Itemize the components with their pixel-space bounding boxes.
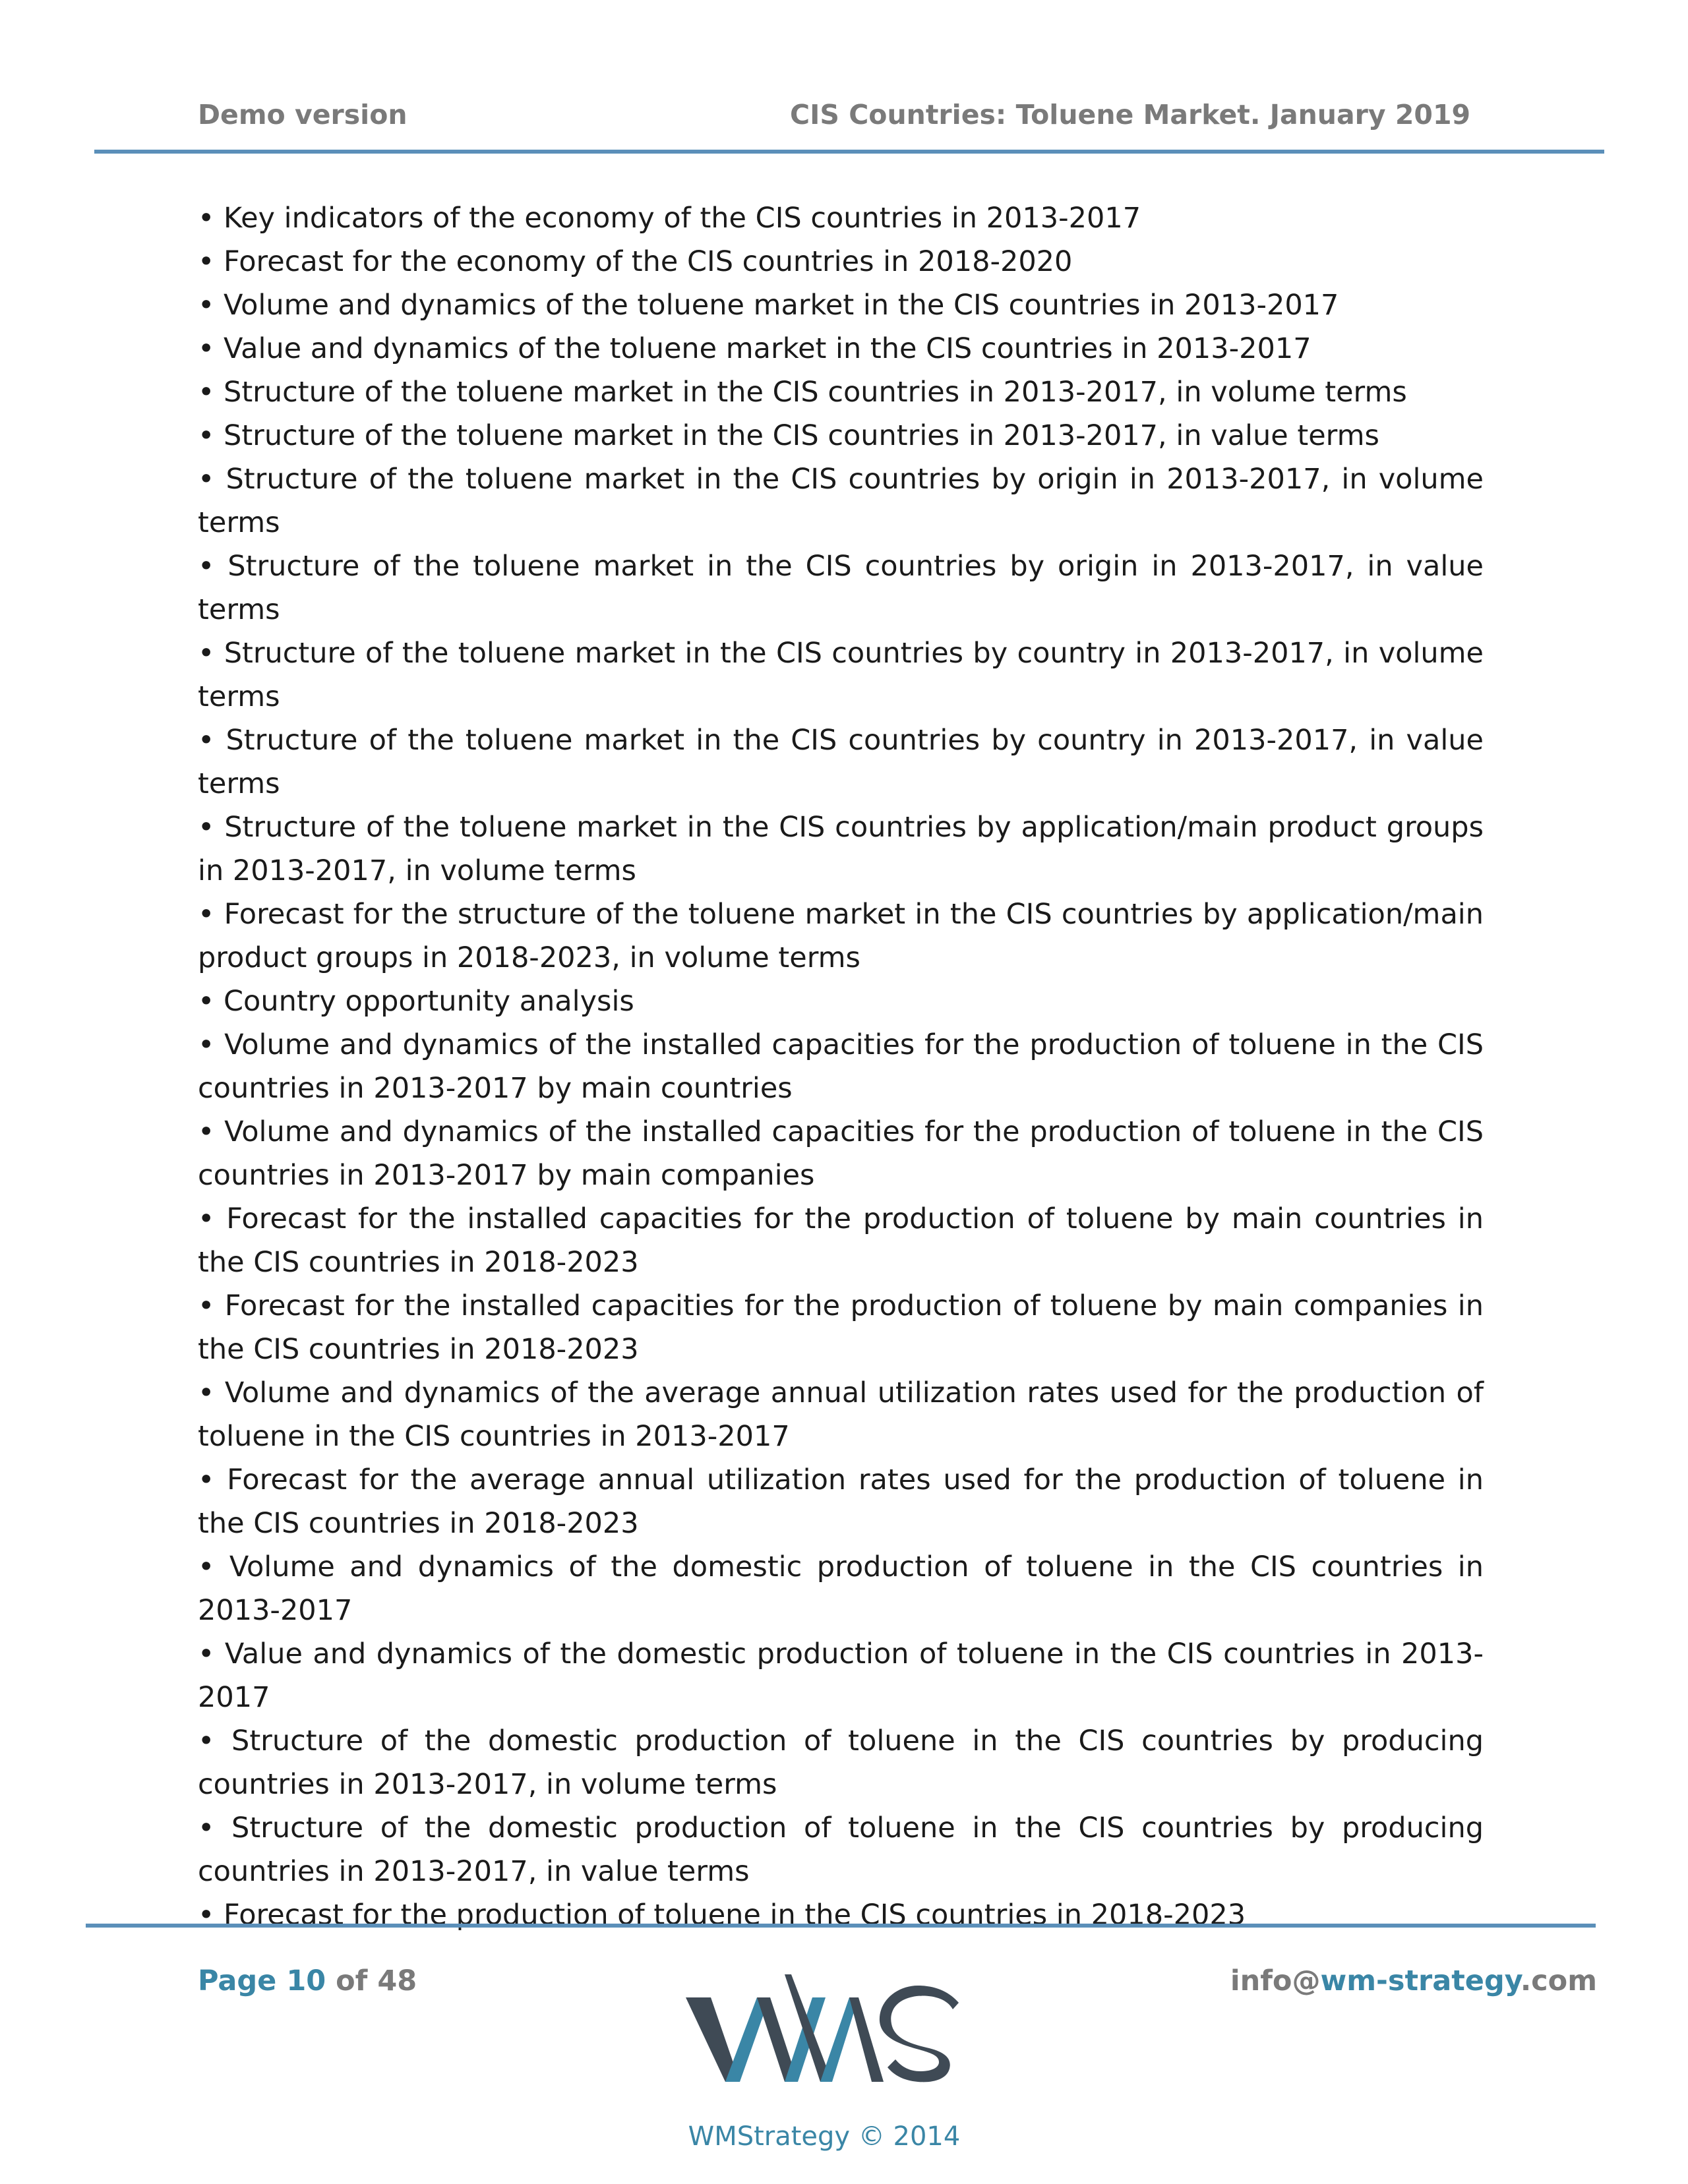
list-item: • Structure of the toluene market in the CIS countries by origin in 2013-2017, in value terms	[198, 550, 1484, 626]
report-title: CIS Countries: Toluene Market. January 2019	[790, 99, 1470, 131]
email-tld: .com	[1520, 1964, 1597, 1997]
list-item: • Structure of the toluene market in the CIS countries by country in 2013-2017, in volume terms	[198, 637, 1484, 713]
of-word: of	[336, 1964, 368, 1997]
list-item: • Forecast for the average annual utilization rates used for the production of toluene in the CIS countries in 2018-2023	[198, 1463, 1484, 1540]
list-item: • Structure of the toluene market in the CIS countries by country in 2013-2017, in value terms	[198, 724, 1484, 800]
page-total: 48	[377, 1964, 417, 1997]
list-item: • Structure of the toluene market in the CIS countries in 2013-2017, in value terms	[198, 419, 1379, 452]
list-item: • Value and dynamics of the domestic production of toluene in the CIS countries in 2013-2017	[198, 1638, 1484, 1714]
list-item: • Forecast for the economy of the CIS countries in 2018-2020	[198, 245, 1073, 278]
list-item: • Forecast for the installed capacities for the production of toluene by main countries in the CIS countries in 2018-2023	[198, 1202, 1484, 1279]
list-item: • Value and dynamics of the toluene market in the CIS countries in 2013-2017	[198, 332, 1311, 365]
contact-email[interactable]	[1230, 1964, 1597, 1997]
list-item: • Key indicators of the economy of the CIS countries in 2013-2017	[198, 202, 1141, 235]
wms-logo-mark	[686, 1971, 963, 2116]
demo-version-label: Demo version	[198, 99, 407, 131]
header-divider	[94, 150, 1604, 154]
list-item: • Volume and dynamics of the toluene market in the CIS countries in 2013-2017	[198, 289, 1339, 322]
list-item: • Volume and dynamics of the installed capacities for the production of toluene in the CIS countries in 2013-2017 by main countries	[198, 1028, 1484, 1105]
page-number: 10	[286, 1964, 326, 1997]
email-user: info@	[1230, 1964, 1321, 1997]
list-item: • Forecast for the production of toluene in the CIS countries in 2018-2023	[198, 1899, 1246, 1932]
page-header	[198, 99, 1470, 138]
list-item: • Structure of the domestic production of toluene in the CIS countries by producing countries in 2013-2017, in volume terms	[198, 1725, 1484, 1801]
list-item: • Structure of the toluene market in the CIS countries in 2013-2017, in volume terms	[198, 376, 1407, 409]
list-item: • Volume and dynamics of the average annual utilization rates used for the production of toluene in the CIS countries in 2013-2017	[198, 1376, 1484, 1453]
page-word: Page	[198, 1964, 277, 1997]
list-item: • Volume and dynamics of the installed capacities for the production of toluene in the CIS countries in 2013-2017 by main companies	[198, 1115, 1484, 1192]
page-indicator	[198, 1964, 417, 1997]
wms-logo	[686, 1971, 963, 2169]
list-item: • Volume and dynamics of the domestic production of toluene in the CIS countries in 2013-2017	[198, 1550, 1484, 1627]
list-item: • Forecast for the structure of the toluene market in the CIS countries by application/main product groups in 2018-2023, in volume terms	[198, 898, 1484, 974]
footer-divider	[86, 1924, 1596, 1928]
email-domain: wm-strategy	[1320, 1964, 1521, 1997]
list-item: • Structure of the domestic production of toluene in the CIS countries by producing countries in 2013-2017, in value terms	[198, 1812, 1484, 1888]
list-item: • Structure of the toluene market in the CIS countries by origin in 2013-2017, in volume terms	[198, 463, 1484, 539]
list-item: • Structure of the toluene market in the CIS countries by application/main product groups in 2013-2017, in volume terms	[198, 811, 1484, 887]
list-item: • Country opportunity analysis	[198, 985, 634, 1018]
logo-caption: WMStrategy © 2014	[688, 2121, 961, 2152]
list-item: • Forecast for the installed capacities for the production of toluene by main companies in the CIS countries in 2018-2023	[198, 1289, 1484, 1366]
bullet-list	[198, 196, 1484, 1937]
